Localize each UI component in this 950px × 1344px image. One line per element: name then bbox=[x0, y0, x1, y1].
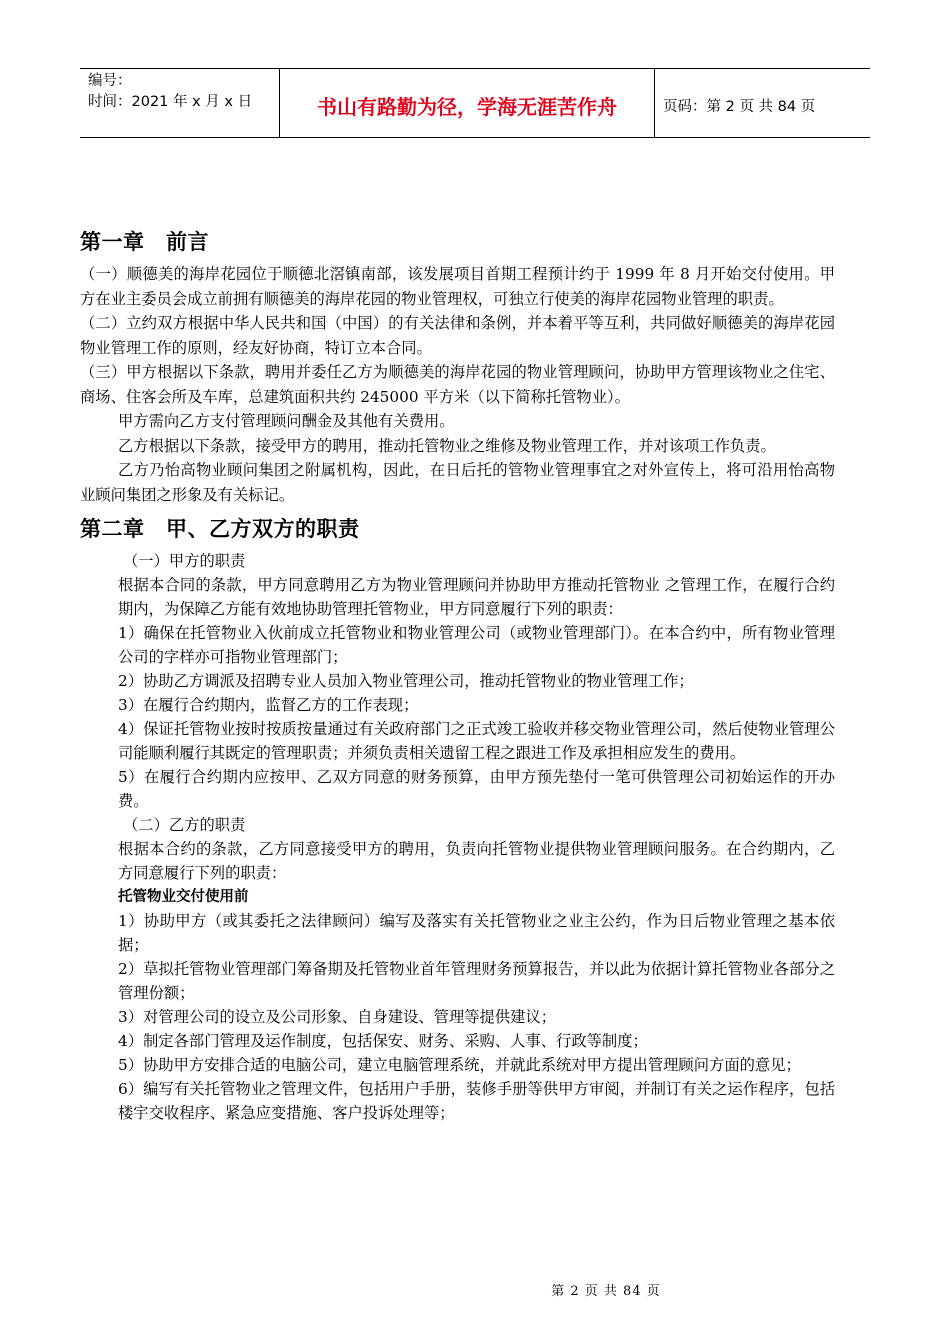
header-meta-cell bbox=[80, 69, 280, 137]
chapter-1-para: （一）顺德美的海岸花园位于顺德北滘镇南部，该发展项目首期工程预计约于 1999 年 8 月开始交付使用。甲方在业主委员会成立前拥有顺德美的海岸花园的物业管理权，可独立行使美的海岸花园物业管理的职责。 bbox=[80, 265, 835, 308]
party-b-intro: 根据本合约的条款，乙方同意接受甲方的聘用，负责向托管物业提供物业管理顾问服务。在合约期内，乙方同意履行下列的职责： bbox=[118, 840, 835, 882]
list-item: 1）协助甲方（或其委托之法律顾问）编写及落实有关托管物业之业主公约，作为日后物业管理之基本依据； bbox=[118, 912, 835, 954]
header-motto: 书山有路勤为径，学海无涯苦作舟 bbox=[280, 69, 655, 137]
chapter-1-title: 第一章 前言 bbox=[80, 230, 209, 254]
chapter-1-para: （三）甲方根据以下条款，聘用并委任乙方为顺德美的海岸花园的物业管理顾问，协助甲方管理该物业之住宅、商场、住客会所及车库，总建筑面积共约 245000 平方米（以下简称托管物业）。 bbox=[80, 363, 835, 406]
list-item: 3）在履行合约期内，监督乙方的工作表现； bbox=[118, 696, 419, 714]
page-footer bbox=[0, 1280, 950, 1299]
chapter-2-body bbox=[80, 549, 835, 1125]
party-a-intro: 根据本合同的条款，甲方同意聘用乙方为物业管理顾问并协助甲方推动托管物业 之管理工作，在履行合约期内，为保障乙方能有效地协助管理托管物业，甲方同意履行下列的职责： bbox=[118, 576, 835, 618]
list-item: 2）协助乙方调派及招聘专业人员加入物业管理公司，推动托管物业的物业管理工作； bbox=[118, 672, 694, 690]
section-title-party-a: （一）甲方的职责 bbox=[123, 552, 246, 570]
chapter-2-title: 第二章 甲、乙方双方的职责 bbox=[80, 517, 360, 541]
header-table bbox=[80, 68, 870, 138]
document-body bbox=[80, 220, 835, 1125]
chapter-1-para: 甲方需向乙方支付管理顾问酬金及其他有关费用。 bbox=[118, 412, 455, 430]
party-b-subheading: 托管物业交付使用前 bbox=[118, 889, 249, 905]
list-item: 2）草拟托管物业管理部门筹备期及托管物业首年管理财务预算报告，并以此为依据计算托管物业各部分之管理份额； bbox=[118, 960, 835, 1002]
list-item: 3）对管理公司的设立及公司形象、自身建设、管理等提供建议； bbox=[118, 1008, 557, 1026]
list-item: 5）协助甲方安排合适的电脑公司，建立电脑管理系统，并就此系统对甲方提出管理顾问方面的意见； bbox=[118, 1056, 801, 1074]
chapter-1-para: （二）立约双方根据中华人民共和国（中国）的有关法律和条例，并本着平等互利，共同做好顺德美的海岸花园物业管理工作的原则，经友好协商，特订立本合同。 bbox=[80, 314, 835, 357]
section-title-party-b: （二）乙方的职责 bbox=[123, 816, 246, 834]
footer-page-number: 第 2 页 共 84 页 bbox=[551, 1284, 661, 1299]
header-page-label: 页码：第 2 页 共 84 页 bbox=[663, 98, 816, 115]
list-item: 5）在履行合约期内应按甲、乙双方同意的财务预算，由甲方预先垫付一笔可供管理公司初始运作的开办费。 bbox=[118, 768, 835, 810]
time-label: 时间：2021 年 x 月 x 日 bbox=[88, 94, 253, 110]
list-item: 6）编写有关托管物业之管理文件，包括用户手册，装修手册等供甲方审阅，并制订有关之运作程序，包括楼宇交收程序、紧急应变措施、客户投诉处理等； bbox=[118, 1080, 835, 1122]
list-item: 1）确保在托管物业入伙前成立托管物业和物业管理公司（或物业管理部门）。在本合约中，所有物业管理公司的字样亦可指物业管理部门； bbox=[118, 624, 835, 666]
chapter-1-para: 乙方乃怡高物业顾问集团之附属机构，因此，在日后托的管物业管理事宜之对外宣传上，将可沿用怡高物业顾问集团之形象及有关标记。 bbox=[80, 461, 835, 504]
number-label: 编号： bbox=[88, 73, 132, 89]
chapter-1-para: 乙方根据以下条款，接受甲方的聘用，推动托管物业之维修及物业管理工作，并对该项工作负责。 bbox=[118, 436, 776, 455]
list-item: 4）保证托管物业按时按质按量通过有关政府部门之正式竣工验收并移交物业管理公司，然后使物业管理公司能顺利履行其既定的管理职责；并须负责相关遗留工程之跟进工作及承担相应发生的费用。 bbox=[118, 720, 835, 762]
list-item: 4）制定各部门管理及运作制度，包括保安、财务、采购、人事、行政等制度； bbox=[118, 1032, 648, 1050]
